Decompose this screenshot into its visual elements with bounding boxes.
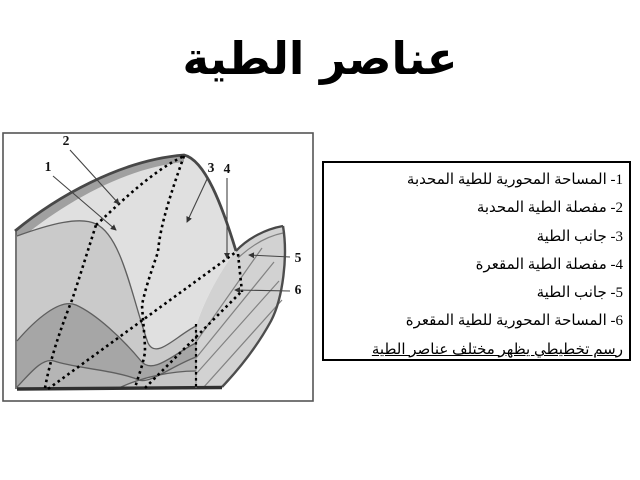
- diagram-label-5: 5: [294, 250, 302, 265]
- legend-item-2: 2- مفصلة الطية المحدبة: [476, 200, 623, 217]
- legend-item-4: 4- مفصلة الطية المقعرة: [475, 256, 623, 273]
- diagram-label-1: 1: [44, 159, 52, 174]
- legend-caption-text: رسم تخطيطي يظهر مختلف عناصر الطية: [371, 341, 623, 358]
- legend-box: [322, 161, 631, 361]
- legend-item-1: 1- المساحة المحورية للطية المحدبة: [406, 172, 623, 188]
- legend-list: [324, 163, 629, 364]
- legend-item-3: 3- جانب الطية: [536, 228, 623, 245]
- diagram-label-4: 4: [223, 161, 231, 176]
- legend-item-5: 5- جانب الطية: [536, 285, 623, 302]
- diagram-label-3: 3: [207, 160, 215, 175]
- legend-item-6: 6- المساحة المحورية للطية المقعرة: [405, 313, 623, 330]
- legend-caption: [328, 336, 623, 364]
- diagram-label-6: 6: [294, 282, 302, 297]
- diagram-label-2: 2: [62, 133, 70, 148]
- page-title: عناصر الطية: [182, 32, 458, 85]
